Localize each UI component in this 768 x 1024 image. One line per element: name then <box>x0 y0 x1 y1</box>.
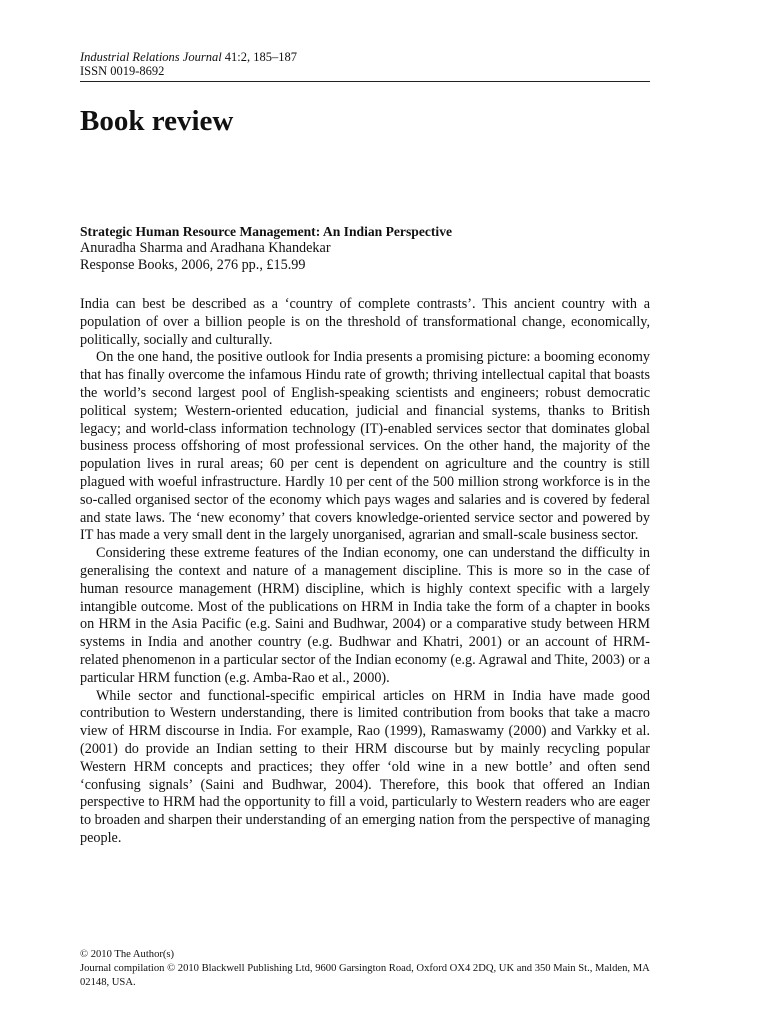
paragraph: Considering these extreme features of the Indian economy, one can understand the difficulty in generalising the context and nature of a management discipline. This is more so in the case of human resource management (HRM) discipline, which is highly context specific with a largely intangible outcome. Most of the publications on HRM in India take the form of a chapter in books on HRM in the Asia Pacific (e.g. Saini and Budhwar, 2004) or a comparative study between HRM systems in India and another country (e.g. Budhwar and Khatri, 2001) or an account of HRM-related phenomenon in a particular sector of the Indian economy (e.g. Agrawal and Thite, 2003) or a particular HRM function (e.g. Amba-Rao et al., 2000). <box>80 545 650 686</box>
copyright-notice: © 2010 The Author(s) <box>80 949 175 960</box>
journal-compilation-notice: Journal compilation © 2010 Blackwell Publishing Ltd, 9600 Garsington Road, Oxford OX4 2DQ, UK and 350 Main St., Malden, MA 02148, USA. <box>80 963 650 988</box>
review-body <box>80 296 650 848</box>
footer <box>80 948 650 990</box>
book-title: Strategic Human Resource Management: An Indian Perspective <box>80 224 453 239</box>
paragraph: India can best be described as a ‘country of complete contrasts’. This ancient country with a population of over a billion people is on the threshold of transformational change, economically, politically, socially and culturally. <box>80 296 650 348</box>
journal-citation <box>80 50 650 64</box>
book-publisher: Response Books, 2006, 276 pp., £15.99 <box>80 257 306 273</box>
book-info <box>80 223 650 274</box>
journal-name: Industrial Relations Journal <box>80 50 222 64</box>
issn: ISSN 0019-8692 <box>80 64 165 78</box>
book-authors: Anuradha Sharma and Aradhana Khandekar <box>80 240 331 256</box>
paragraph: On the one hand, the positive outlook for India presents a promising picture: a booming economy that has finally overcome the infamous Hindu rate of growth; thriving intellectual capital that boasts the world’s second largest pool of English-speaking scientists and engineers; robust democratic political system; Western-oriented education, judicial and financial systems, thanks to British legacy; and world-class information technology (IT)-enabled services sector that dominates global business process offshoring of most professional services. On the other hand, the majority of the population lives in rural areas; 60 per cent is dependent on agriculture and the country is still plagued with woeful infrastructure. Hardly 10 per cent of the 500 million strong workforce is in the so-called organised sector of the economy which pays wages and salaries and is covered by federal and state laws. The ‘new economy’ that covers knowledge-oriented service sector and powered by IT has made a very small dent in the largely unorganised, agrarian and small-scale business sector. <box>80 349 650 544</box>
page-content <box>80 50 650 848</box>
page-title: Book review <box>80 105 234 137</box>
header-divider <box>80 81 650 82</box>
journal-issue: 41:2, 185–187 <box>221 50 298 64</box>
paragraph: While sector and functional-specific empirical articles on HRM in India have made good contribution to Western understanding, there is limited contribution from books that take a macro view of HRM discourse in India. For example, Rao (1999), Ramaswamy (2000) and Varkky et al. (2001) do provide an Indian setting to their HRM discourse but by mainly recycling popular Western HRM concepts and practices; they offer ‘old wine in a new bottle’ and often send ‘confusing signals’ (Saini and Budhwar, 2004). Therefore, this book that offered an Indian perspective to HRM had the opportunity to fill a void, particularly to Western readers who are eager to broaden and sharpen their understanding of an emerging nation from the perspective of managing people. <box>80 687 650 846</box>
